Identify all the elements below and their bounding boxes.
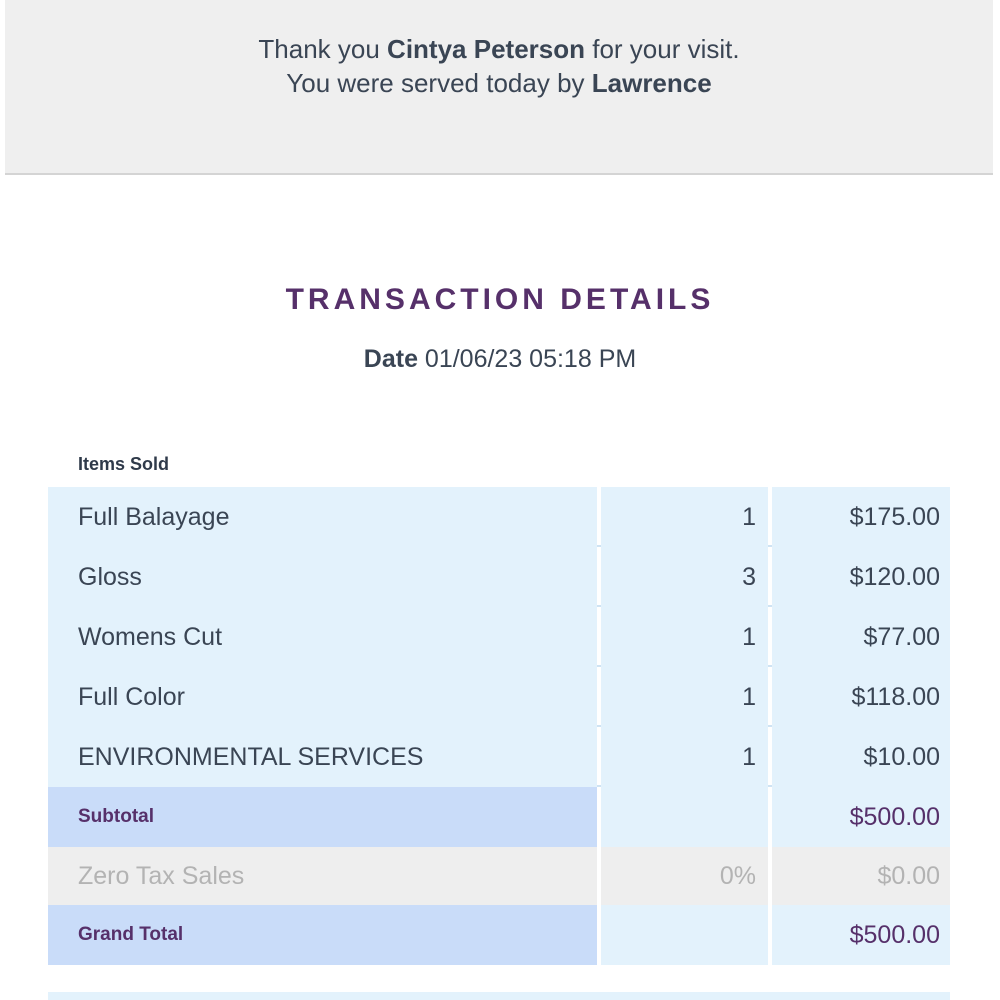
item-amount: $120.00	[772, 547, 950, 607]
grand-total-row	[48, 905, 950, 965]
subtotal-row	[48, 787, 950, 847]
date-label: Date	[363, 345, 418, 373]
served-by-line	[5, 66, 993, 100]
thank-suffix: for your visit.	[585, 34, 740, 64]
table-row	[48, 487, 950, 547]
grand-total-label: Grand Total	[48, 905, 597, 965]
table-row	[48, 667, 950, 727]
table-row	[48, 727, 950, 787]
item-name: Full Balayage	[48, 487, 597, 547]
subtotal-amount: $500.00	[772, 787, 950, 847]
date-value: 01/06/23 05:18 PM	[424, 345, 637, 373]
grand-total-qty-empty	[601, 905, 768, 965]
item-qty: 1	[601, 727, 768, 787]
item-qty: 1	[601, 607, 768, 667]
item-qty: 3	[601, 547, 768, 607]
tax-rate: 0%	[601, 847, 768, 905]
table-row	[48, 547, 950, 607]
item-amount: $10.00	[772, 727, 950, 787]
next-table-edge	[48, 992, 950, 1000]
item-name: ENVIRONMENTAL SERVICES	[48, 727, 597, 787]
items-table	[48, 487, 950, 965]
item-amount: $118.00	[772, 667, 950, 727]
transaction-date	[0, 345, 1000, 374]
tax-amount: $0.00	[772, 847, 950, 905]
subtotal-qty-empty	[601, 787, 768, 847]
item-qty: 1	[601, 487, 768, 547]
item-amount: $77.00	[772, 607, 950, 667]
thank-prefix: Thank you	[258, 34, 388, 64]
item-name: Womens Cut	[48, 607, 597, 667]
items-sold-label: Items Sold	[78, 454, 170, 474]
tax-label: Zero Tax Sales	[48, 847, 597, 905]
item-name: Gloss	[48, 547, 597, 607]
grand-total-amount: $500.00	[772, 905, 950, 965]
subtotal-label: Subtotal	[48, 787, 597, 847]
customer-name: Cintya Peterson	[387, 34, 585, 64]
tax-row	[48, 847, 950, 905]
served-prefix: You were served today by	[286, 68, 592, 98]
table-row	[48, 607, 950, 667]
item-name: Full Color	[48, 667, 597, 727]
item-amount: $175.00	[772, 487, 950, 547]
thank-you-line	[5, 32, 993, 66]
thank-you-banner	[5, 0, 993, 175]
transaction-details-title: TRANSACTION DETAILS	[285, 283, 715, 316]
item-qty: 1	[601, 667, 768, 727]
staff-name: Lawrence	[591, 68, 712, 98]
